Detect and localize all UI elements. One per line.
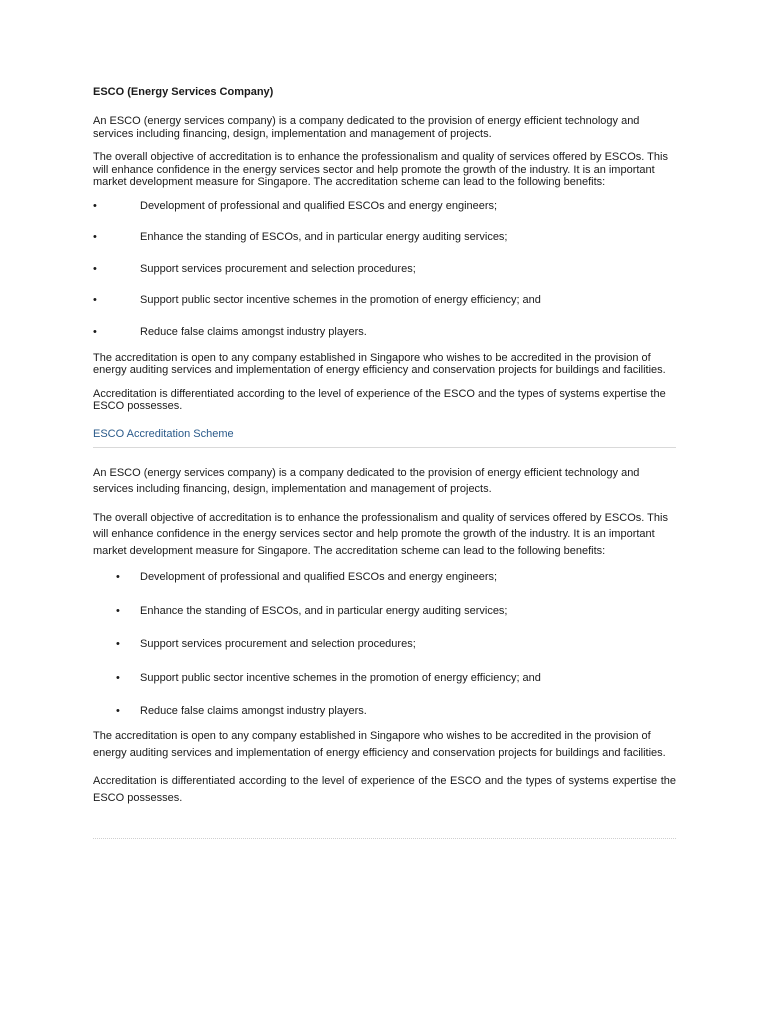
list-item-text: Development of professional and qualified ESCOs and energy engineers;	[140, 199, 498, 212]
bullet-icon: •	[93, 262, 97, 275]
list-item	[93, 672, 676, 685]
benefits-list	[93, 200, 676, 339]
differentiation-paragraph: Accreditation is differentiated according to the level of experience of the ESCO and the types of systems expertise the ESCO possesses.	[93, 387, 666, 412]
bullet-icon: •	[116, 671, 120, 684]
section-heading: ESCO Accreditation Scheme	[93, 428, 676, 448]
list-item	[93, 263, 676, 276]
list-item	[93, 605, 676, 618]
bullet-icon: •	[116, 705, 120, 717]
list-item	[93, 326, 676, 339]
bullet-icon: •	[93, 325, 97, 338]
list-item-text: Enhance the standing of ESCOs, and in particular energy auditing services;	[140, 231, 508, 243]
scheme-section	[93, 465, 676, 840]
list-item	[93, 294, 676, 307]
scheme-benefits-list	[93, 571, 676, 718]
list-item	[93, 200, 676, 213]
scheme-differentiation-paragraph: Accreditation is differentiated according to the level of experience of the ESCO and the types of systems expertise the ESCO possesses.	[93, 775, 676, 804]
scheme-objective-paragraph: The overall objective of accreditation is to enhance the professionalism and quality of services offered by ESCOs. This will enhance confidence in the energy services sector and help promote the growth of the industry. It is an important market development measure for Singapore. The accreditation scheme can lead to the following benefits:	[93, 511, 668, 557]
document-title: ESCO (Energy Services Company)	[93, 86, 274, 98]
bullet-icon: •	[93, 231, 97, 243]
list-item	[93, 638, 676, 651]
bullet-icon: •	[116, 571, 120, 583]
document-page	[93, 86, 676, 839]
list-item	[93, 231, 676, 244]
dotted-divider	[93, 838, 676, 839]
bullet-icon: •	[116, 638, 120, 650]
list-item-text: Support services procurement and selection procedures;	[140, 262, 416, 275]
bullet-icon: •	[93, 294, 97, 306]
list-item-text: Support public sector incentive schemes in the promotion of energy efficiency; and	[140, 671, 541, 684]
list-item-text: Reduce false claims amongst industry players.	[140, 705, 367, 717]
list-item	[93, 571, 676, 584]
bullet-icon: •	[93, 199, 97, 212]
intro-paragraph: An ESCO (energy services company) is a company dedicated to the provision of energy efficient technology and services including financing, design, implementation and management of projects.	[93, 115, 640, 140]
list-item-text: Support services procurement and selection procedures;	[140, 638, 416, 650]
eligibility-paragraph: The accreditation is open to any company established in Singapore who wishes to be accredited in the provision of energy auditing services and implementation of energy efficiency and conservation projects for buildings and facilities.	[93, 351, 666, 376]
bullet-icon: •	[116, 604, 120, 617]
list-item-text: Development of professional and qualified ESCOs and energy engineers;	[140, 571, 498, 583]
scheme-intro-paragraph: An ESCO (energy services company) is a company dedicated to the provision of energy efficient technology and services including financing, design, implementation and management of projects.	[93, 466, 640, 495]
objective-paragraph: The overall objective of accreditation is to enhance the professionalism and quality of services offered by ESCOs. This will enhance confidence in the energy services sector and help promote the growth of the industry. It is an important market development measure for Singapore. The accreditation scheme can lead to the following benefits:	[93, 151, 668, 188]
list-item-text: Support public sector incentive schemes in the promotion of energy efficiency; and	[140, 294, 541, 306]
list-item-text: Reduce false claims amongst industry players.	[140, 325, 367, 338]
list-item	[93, 705, 676, 718]
list-item-text: Enhance the standing of ESCOs, and in particular energy auditing services;	[140, 604, 508, 617]
scheme-eligibility-paragraph: The accreditation is open to any company established in Singapore who wishes to be accredited in the provision of energy auditing services and implementation of energy efficiency and conservation projects for buildings and facilities.	[93, 730, 666, 759]
